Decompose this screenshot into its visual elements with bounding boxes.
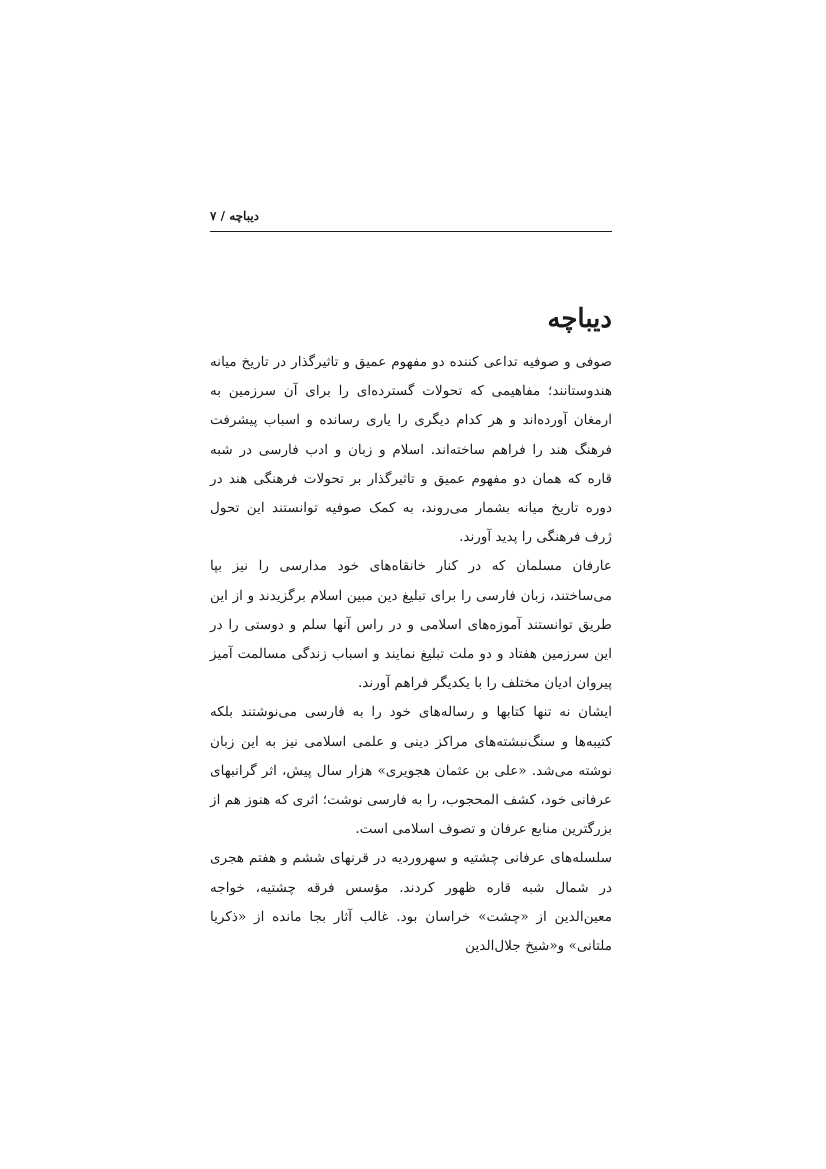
paragraph: صوفی و صوفیه تداعی کننده دو مفهوم عمیق و تاثیرگذار در تاریخ میانه هندوستانند؛ مفاهیمی که تحولات گسترده‌ای را برای آن سرزمین به ارمغان آورده‌اند و هر کدام دیگری را یاری رسانده و اسباب پیشرفت فرهنگ هند را فراهم ساخته‌اند. اسلام و زبان و ادب فارسی در شبه قاره که همان دو مفهوم عمیق و تاثیرگذار بر تحولات فرهنگی هند در دوره تاریخ میانه بشمار می‌روند، به کمک صوفیه توانستند این تحول ژرف فرهنگی را پدید آورند. (210, 354, 612, 546)
paragraph: عارفان مسلمان که در کنار خانقاه‌های خود مدارسی را نیز بپا می‌ساختند، زبان فارسی را برای تبلیغ دین مبین اسلام برگزیدند و از این طریق توانستند آموزه‌های اسلامی و در راس آنها سلم و دوستی را در این سرزمین هفتاد و دو ملت تبلیغ نمایند و اسباب زندگی مسالمت آمیز پیروان ادیان مختلف را با یکدیگر فراهم آورند. (210, 558, 612, 692)
running-header (210, 204, 612, 232)
running-head-text: دیباچه / ۷ (210, 209, 260, 223)
paragraph: سلسله‌های عرفانی چشتیه و سهروردیه در قرنهای ششم و هفتم هجری در شمال شبه قاره ظهور کردند. مؤسس فرقه چشتیه، خواجه معین‌الدین از «چشت» خراسان بود. غالب آثار بجا مانده از «ذکریا ملتانی» و«شیخ جلال‌الدین (210, 850, 612, 955)
body-text (210, 348, 612, 961)
chapter-title: دیباچه (547, 304, 612, 334)
paragraph: ایشان نه تنها کتابها و رساله‌های خود را به فارسی می‌نوشتند بلکه کتیبه‌ها و سنگ‌نبشته‌های مراکز دینی و علمی اسلامی نیز به این زبان نوشته می‌شد. «علی بن عثمان هجویری» هزار سال پیش، اثر گرانبهای عرفانی خود، کشف المحجوب، را به فارسی نوشت؛ اثری که هنوز هم از بزرگترین منابع عرفان و تصوف اسلامی است. (210, 704, 612, 838)
